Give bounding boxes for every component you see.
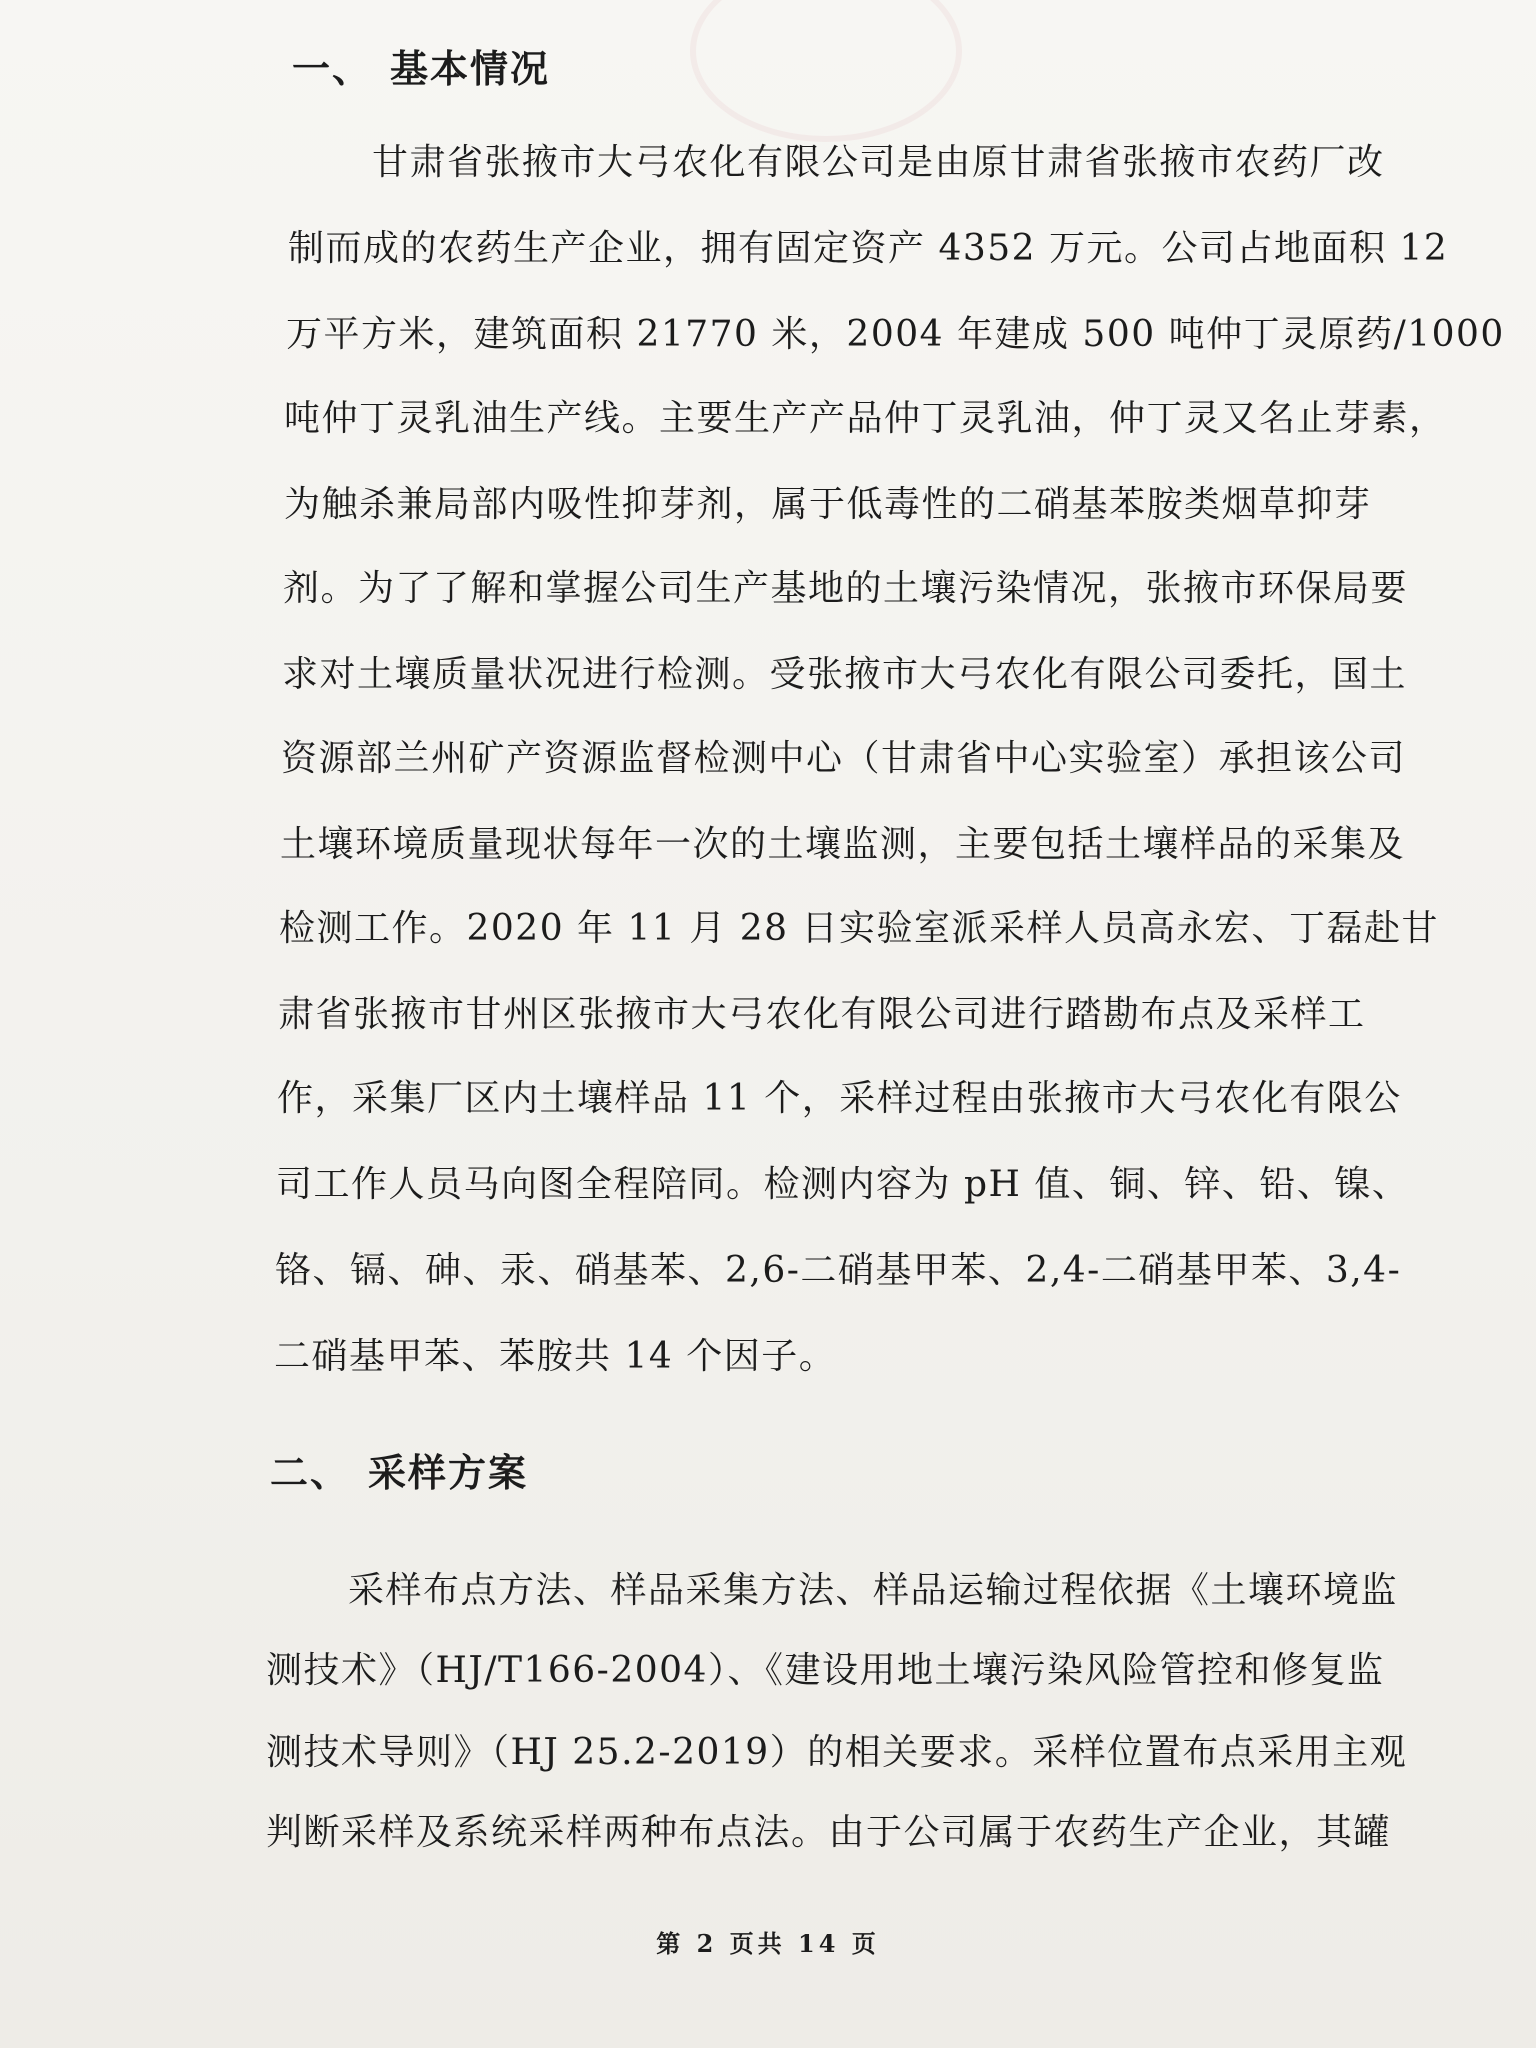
section-2-line: 采样布点方法、样品采集方法、样品运输过程依据《土壤环境监 — [348, 1570, 1399, 1611]
section-1-line: 检测工作。2020 年 11 月 28 日实验室派采样人员高永宏、丁磊赴甘 — [279, 908, 1439, 949]
section-1-number: 一、 — [292, 46, 373, 91]
section-2-number: 二、 — [270, 1450, 351, 1495]
section-2-title: 采样方案 — [368, 1450, 529, 1495]
section-1-line: 求对土壤质量状况进行检测。受张掖市大弓农化有限公司委托，国土 — [282, 654, 1408, 695]
section-1-line: 剂。为了了解和掌握公司生产基地的土壤污染情况，张掖市环保局要 — [283, 568, 1409, 609]
section-1-line: 甘肃省张掖市大弓农化有限公司是由原甘肃省张掖市农药厂改 — [372, 142, 1385, 183]
section-1-line: 作，采集厂区内土壤样品 11 个，采样过程由张掖市大弓农化有限公 — [277, 1078, 1402, 1119]
section-1-heading — [292, 38, 550, 93]
section-2-line: 测技术导则》（HJ 25.2-2019）的相关要求。采样位置布点采用主观 — [266, 1732, 1408, 1773]
section-1-line: 肃省张掖市甘州区张掖市大弓农化有限公司进行踏勘布点及采样工 — [278, 994, 1366, 1035]
section-1-line: 制而成的农药生产企业，拥有固定资产 4352 万元。公司占地面积 12 — [288, 228, 1449, 269]
section-1-line: 二硝基甲苯、苯胺共 14 个因子。 — [274, 1336, 837, 1377]
faded-stamp — [690, 0, 962, 142]
section-2-line: 判断采样及系统采样两种布点法。由于公司属于农药生产企业，其罐 — [266, 1812, 1392, 1853]
section-1-line: 万平方米，建筑面积 21770 米，2004 年建成 500 吨仲丁灵原药/1000 — [286, 314, 1505, 355]
section-1-line: 铬、镉、砷、汞、硝基苯、2,6-二硝基甲苯、2,4-二硝基甲苯、3,4- — [275, 1250, 1402, 1291]
section-1-line: 司工作人员马向图全程陪同。检测内容为 pH 值、铜、锌、铅、镍、 — [276, 1164, 1410, 1205]
section-1-line: 吨仲丁灵乳油生产线。主要生产产品仲丁灵乳油，仲丁灵又名止芽素， — [284, 398, 1447, 439]
section-1-title: 基本情况 — [390, 46, 551, 91]
section-2-heading — [270, 1442, 528, 1497]
section-1-line: 资源部兰州矿产资源监督检测中心（甘肃省中心实验室）承担该公司 — [281, 738, 1407, 779]
section-1-line: 为触杀兼局部内吸性抑芽剂，属于低毒性的二硝基苯胺类烟草抑芽 — [284, 484, 1372, 525]
section-1-line: 土壤环境质量现状每年一次的土壤监测，主要包括土壤样品的采集及 — [280, 824, 1406, 865]
page-number-footer: 第 2 页共 14 页 — [656, 1929, 880, 1958]
section-2-line: 测技术》（HJ/T166-2004）、《建设用地土壤污染风险管控和修复监 — [266, 1650, 1385, 1691]
